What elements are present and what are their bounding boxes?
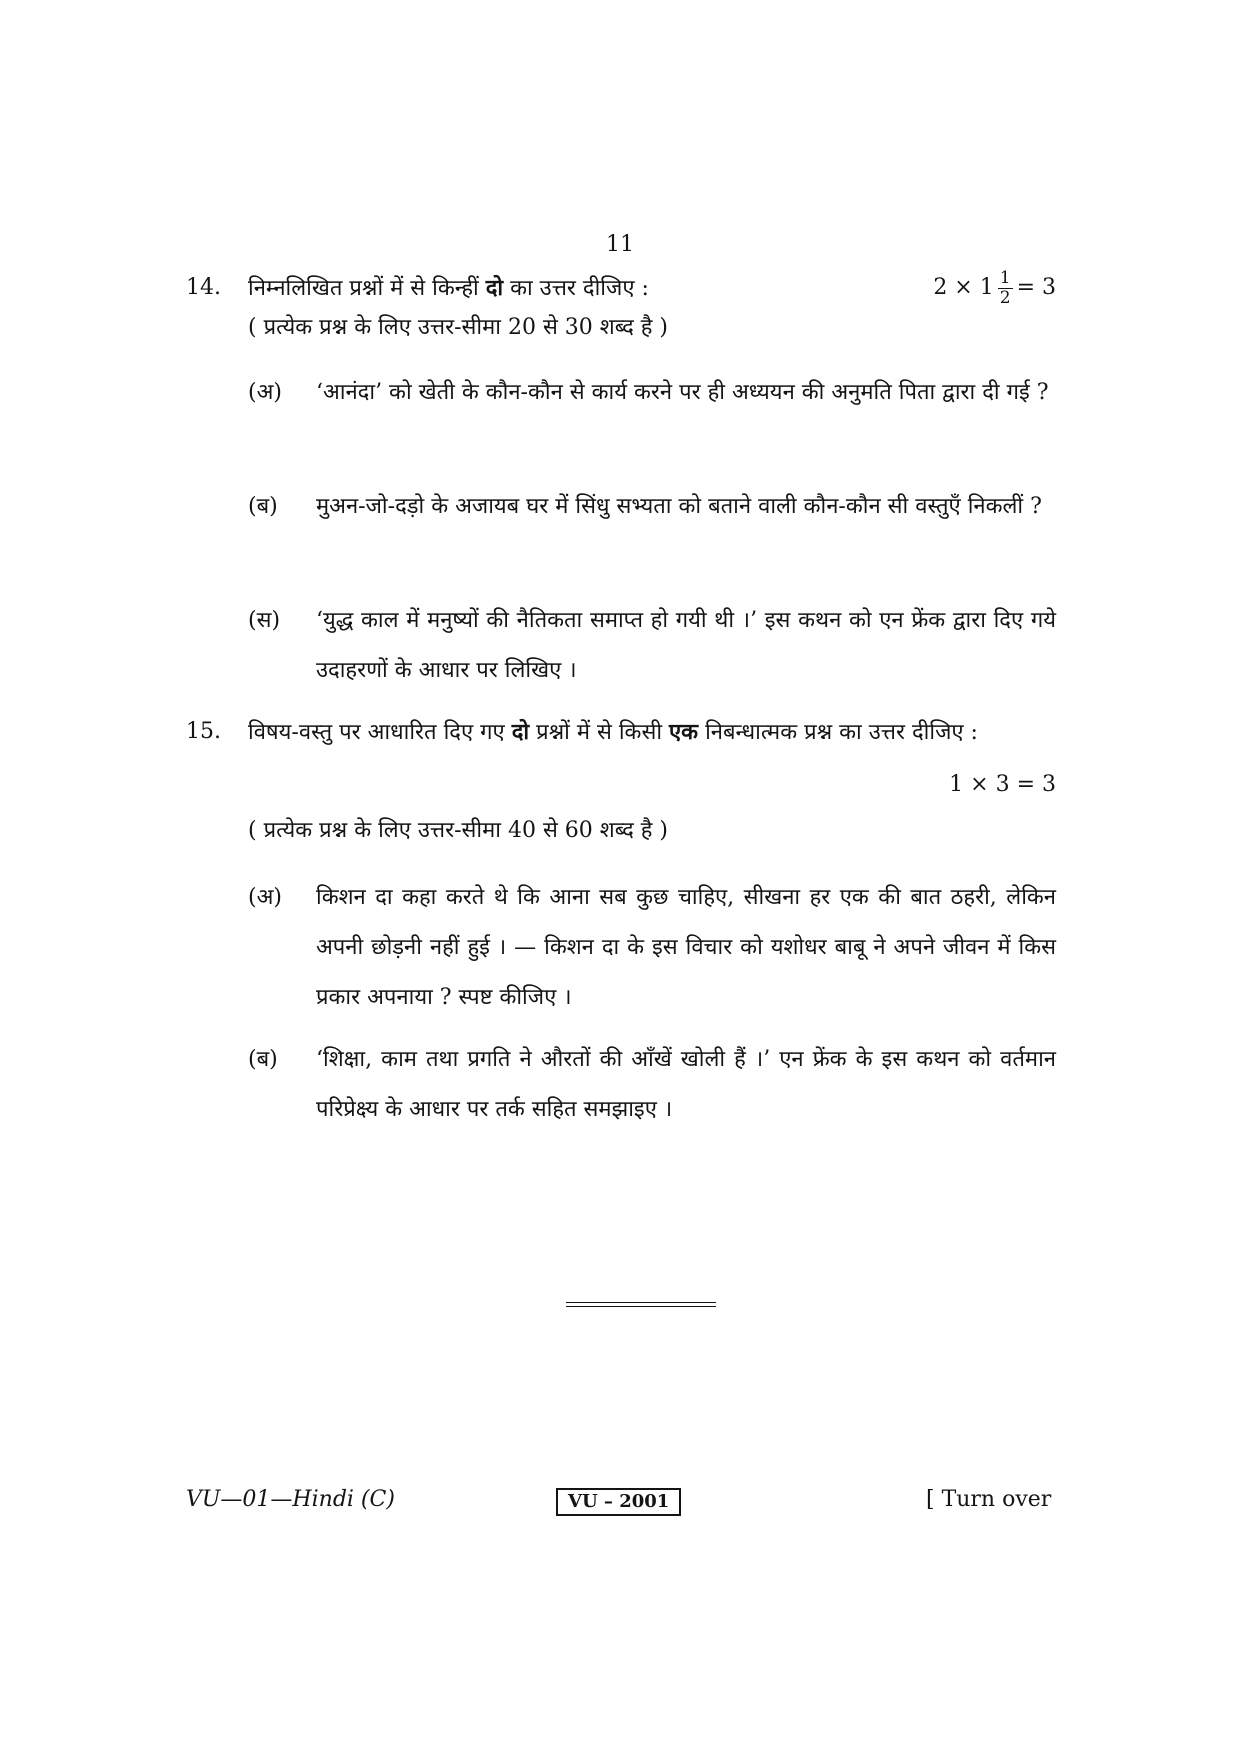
page-number: 11 bbox=[606, 232, 634, 257]
sub-question-text: किशन दा कहा करते थे कि आना सब कुछ चाहिए, सीखना हर एक की बात ठहरी, लेकिन अपनी छोड़नी नहीं हुई । — किशन दा के इस विचार को यशोधर बाबू ने अपने जीवन में किस प्रकार अपनाया ? स्पष्ट कीजिए । bbox=[316, 885, 1056, 1010]
question-text bbox=[248, 262, 1056, 315]
sub-question-label: (स) bbox=[248, 608, 281, 633]
question-text bbox=[248, 706, 1056, 811]
sub-question-a bbox=[248, 368, 1056, 468]
sub-question-text: ‘युद्ध काल में मनुष्यों की नैतिकता समाप्त हो गयी थी ।’ इस कथन को एन फ्रेंक द्वारा दिए गये उदाहरणों के आधार पर लिखिए । bbox=[316, 608, 1056, 683]
sub-question-c bbox=[248, 596, 1056, 696]
marks-prefix: 2 × 1 bbox=[933, 275, 994, 300]
end-divider bbox=[566, 1302, 716, 1307]
sub-question-label: (ब) bbox=[248, 1047, 278, 1072]
marks-suffix: = 3 bbox=[1016, 275, 1056, 300]
sub-question-label: (ब) bbox=[248, 494, 278, 519]
sub-question-label: (अ) bbox=[248, 885, 282, 910]
sub-question-b bbox=[248, 482, 1056, 582]
question-text-bold: दो bbox=[485, 275, 504, 301]
marks: 1 × 3 = 3 bbox=[949, 772, 1056, 797]
footer-turn-over: [ Turn over bbox=[926, 1487, 1052, 1512]
footer-set-code: VU – 2001 bbox=[556, 1488, 681, 1516]
word-limit: ( प्रत्येक प्रश्न के लिए उत्तर-सीमा 40 से 60 शब्द है ) bbox=[248, 818, 669, 843]
marks bbox=[933, 262, 1056, 314]
question-number: 15. bbox=[186, 719, 221, 744]
sub-question-text: ‘आनंदा’ को खेती के कौन-कौन से कार्य करने पर ही अध्ययन की अनुमति पिता द्वारा दी गई ? bbox=[316, 380, 1049, 405]
sub-question-text: मुअन-जो-दड़ो के अजायब घर में सिंधु सभ्यता को बताने वाली कौन-कौन सी वस्तुएँ निकलीं ? bbox=[316, 494, 1042, 519]
question-number: 14. bbox=[186, 275, 221, 300]
sub-question-label: (अ) bbox=[248, 380, 282, 405]
question-text-part: निबन्धात्मक प्रश्न का उत्तर दीजिए : bbox=[698, 720, 978, 745]
sub-question-b bbox=[248, 1035, 1056, 1135]
sub-question-text: ‘शिक्षा, काम तथा प्रगति ने औरतों की आँखें खोली हैं ।’ एन फ्रेंक के इस कथन को वर्तमान परिप्रेक्ष्य के आधार पर तर्क सहित समझाइए । bbox=[316, 1047, 1056, 1122]
fraction-numerator: 1 bbox=[999, 267, 1011, 288]
marks-fraction bbox=[998, 269, 1013, 308]
footer-paper-code: VU—01—Hindi (C) bbox=[186, 1487, 395, 1512]
question-text-part: विषय-वस्तु पर आधारित दिए गए bbox=[248, 720, 512, 745]
word-limit: ( प्रत्येक प्रश्न के लिए उत्तर-सीमा 20 से 30 शब्द है ) bbox=[248, 315, 669, 340]
question-text-bold: दो bbox=[511, 719, 530, 745]
question-14 bbox=[186, 262, 1056, 314]
question-text-part: निम्नलिखित प्रश्नों में से किन्हीं bbox=[248, 276, 486, 301]
question-text-part: का उत्तर दीजिए : bbox=[503, 276, 649, 301]
question-text-part: प्रश्नों में से किसी bbox=[529, 720, 670, 745]
question-text-bold: एक bbox=[669, 719, 699, 745]
question-15 bbox=[186, 706, 1056, 810]
fraction-denominator: 2 bbox=[999, 287, 1011, 308]
sub-question-a bbox=[248, 873, 1056, 1023]
